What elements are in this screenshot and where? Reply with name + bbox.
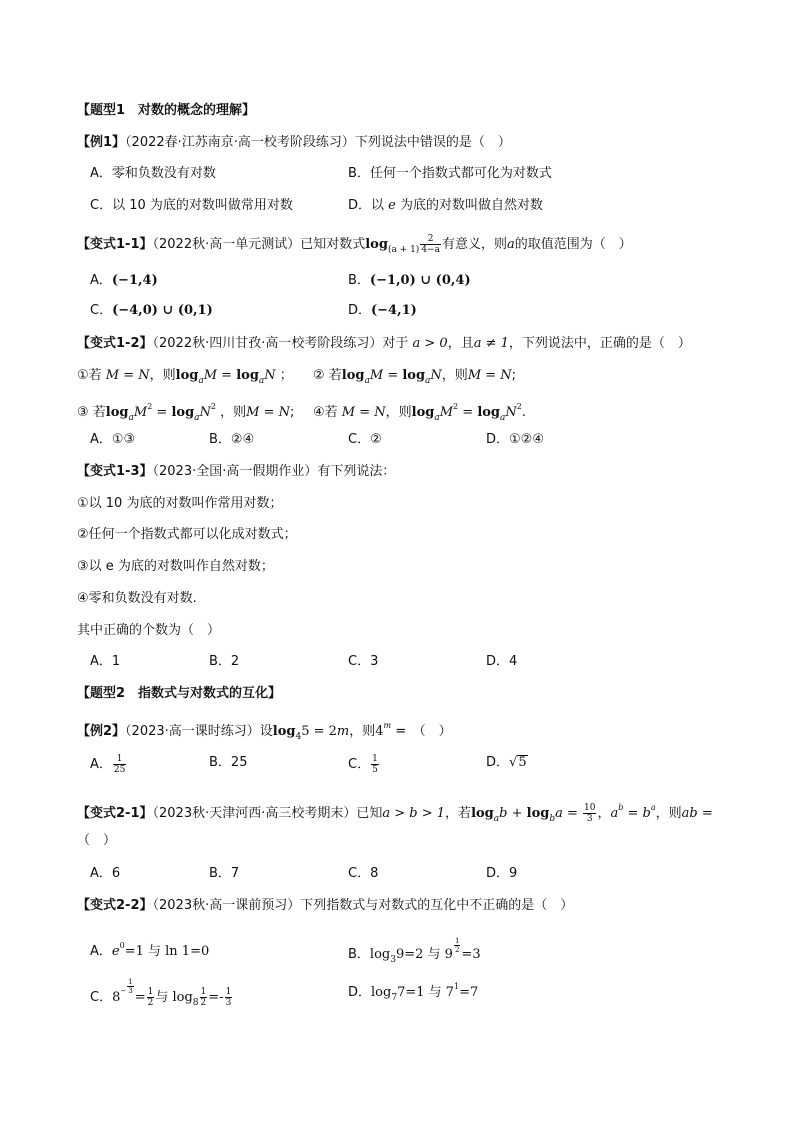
option-a: A．6 [90,866,121,881]
option-a: A．$e^0=1$ 与 ln 1=0 [90,941,210,959]
question-tag: 【变式1-1】 [77,237,153,252]
log-expression: log [365,237,388,252]
option-b: B．2 [209,654,240,669]
question-source: （2023秋·天津河西·高三校考期末） [152,806,357,821]
option-d: D．以 e 为底的对数叫做自然对数 [348,198,544,213]
option-b: B．$\log_39=2$ 与 9 $\frac{1}{2}$ =3 [348,937,481,965]
option-a: A．①③ [90,432,136,447]
section-heading-2: 【题型2 指数式与对数式的互化】 [77,686,282,701]
option-b: B．7 [209,866,240,881]
question-ex1 [77,134,511,152]
option-d: D．$\log_77=1$ 与 $7^1=7$ [348,982,479,1003]
option-c: C．② [348,432,382,447]
question-v11: 【变式1-1】（2022秋·高一单元测试）已知对数式$\log_{(a + 1)}$ $\frac{2}{4-a}$ 有意义，则a的取值范围为（ ） [77,234,632,255]
statement-2: ②任何一个指数式都可以化成对数式； [77,527,297,542]
statement-3: ③以 e 为底的对数叫作自然对数； [77,559,274,574]
question-text: 下列说法中错误的是（ ） [354,135,511,150]
option-d: D．9 [486,866,518,881]
question-v12: 【变式1-2】（2022秋·四川甘孜·高一校考阶段练习）对于 a > 0，且a ≠ 1，下列说法中，正确的是（ ） [77,336,691,351]
statement-1: ①以 10 为底的对数叫作常用对数； [77,496,283,511]
question-source: （2023·全国·高一假期作业） [152,464,318,479]
question-ex2: 【例2】（2023·高一课时练习）设$\log_45 = 2m$，则$4^m$ = （ ） [77,721,452,742]
question-tag: 【变式2-2】 [77,898,153,913]
option-c: C．(−4,0) ∪ (0,1) [90,303,213,318]
question-source: （2022秋·四川甘孜·高一校考阶段练习） [152,336,383,351]
question-text: 其中正确的个数为（ ） [77,623,221,638]
question-tag: 【变式1-3】 [77,464,153,479]
statement-4: ④若 M = N，则$\log_aM^2 = \log_aN^2$. [313,402,526,423]
question-continuation: （ ） [77,833,117,848]
statement-4: ④零和负数没有对数. [77,591,197,606]
question-source: （2023秋·高一课前预习） [152,898,301,913]
question-v21: 【变式2-1】（2023秋·天津河西·高三校考期末）已知a > b > 1，若$\log_ab + \log_ba$ = $\frac{10}{3}$ ，$a^b = b^a$，则ab = [77,803,713,824]
option-b: B．25 [209,755,248,770]
statement-3: ③ 若$\log_aM^2 = \log_aN^2$ ，则M = N; [77,402,295,423]
option-c: C．以 10 为底的对数叫做常用对数 [90,198,293,213]
option-c: C．3 [348,654,379,669]
option-d: D．①②④ [486,432,544,447]
question-source: （2022秋·高一单元测试） [152,237,301,252]
option-d: D．(−4,1) [348,303,417,318]
question-tag: 【变式2-1】 [77,806,153,821]
statement-2: ② 若$\log_aM = \log_aN$，则M = N; [313,368,517,386]
option-b: B．②④ [209,432,255,447]
option-d: D．√5 [486,755,527,770]
option-d: D．4 [486,654,518,669]
question-v22: 【变式2-2】（2023秋·高一课前预习）下列指数式与对数式的互化中不正确的是（ ） [77,898,574,913]
question-source: （2022春·江苏南京·高一校考阶段练习） [125,135,355,150]
option-a: A．零和负数没有对数 [90,166,216,181]
option-a: A． $\frac{1}{25}$ [90,754,126,775]
question-source: （2023·高一课时练习） [125,724,260,739]
section-heading-1: 【题型1 对数的概念的理解】 [77,103,256,118]
option-a: A．(−1,4) [90,273,158,288]
option-b: B．(−1,0) ∪ (0,4) [348,273,471,288]
question-tag: 【例2】 [77,724,126,739]
option-c: C．8 [348,866,379,881]
statement-1: ①若 M = N，则$\log_aM = \log_aN$ ； [77,368,293,386]
question-tag: 【例1】 [77,135,126,150]
option-c: C．8− $\frac{1}{3}$ = $\frac{1}{2}$ 与 $\log_8$ $\frac{1}{2}$ =- $\frac{1}{3}$ [90,978,232,1008]
option-a: A．1 [90,654,121,669]
option-c: C． $\frac{1}{5}$ [348,754,378,775]
question-v13: 【变式1-3】（2023·全国·高一假期作业）有下列说法： [77,464,396,479]
question-tag: 【变式1-2】 [77,336,153,351]
option-b: B．任何一个指数式都可化为对数式 [348,166,552,181]
